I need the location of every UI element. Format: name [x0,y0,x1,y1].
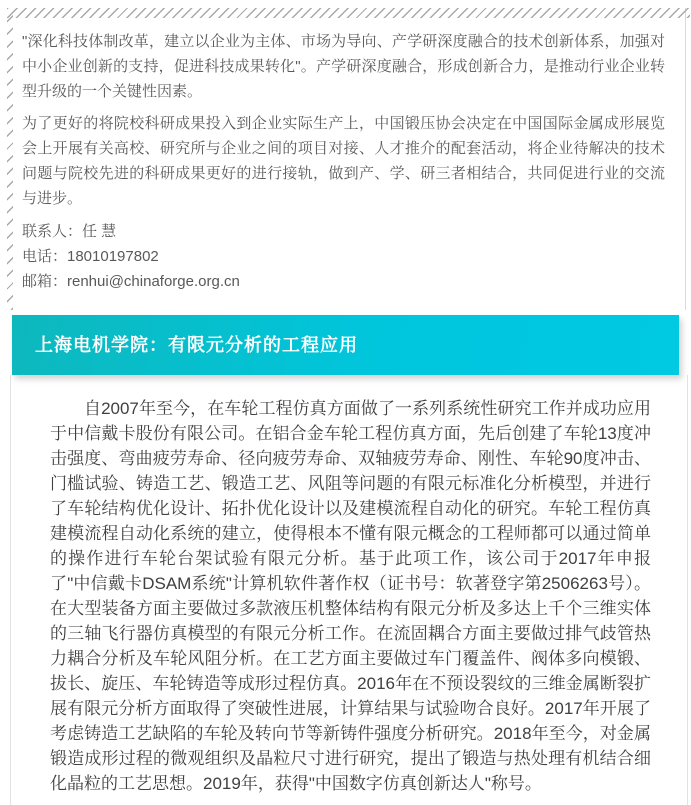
intro-quote-section [7,8,686,310]
contact-email: 邮箱：renhui@chinaforge.org.cn [22,273,240,290]
article-title: 上海电机学院：有限元分析的工程应用 [35,335,358,355]
intro-paragraph-2: 为了更好的将院校科研成果投入到企业实际生产上，中国锻压协会决定在中国国际金属成形展览会上开展有关高校、研究所与企业之间的项目对接、人才推介的配套活动，将企业待解决的技术问题与院校先进的科研成果更好的进行接轨，做到产、学、研三者相结合，共同促进行业的交流与进步。 [22,115,665,207]
intro-paragraph-1: "深化科技体制改革，建立以企业为主体、市场为导向、产学研深度融合的技术创新体系，加强对中小企业创新的支持，促进科技成果转化"。产学研深度融合，形成创新合力，是推动行业企业转型升级的一个关键性因素。 [22,33,665,100]
hatched-border-left [7,8,13,310]
article-body: 自2007年至今，在车轮工程仿真方面做了一系列系统性研究工作并成功应用于中信戴卡股份有限公司。在铝合金车轮工程仿真方面，先后创建了车轮13度冲击强度、弯曲疲劳寿命、径向疲劳寿命、双轴疲劳寿命、刚性、车轮90度冲击、门槛试验、铸造工艺、锻造工艺、风阻等问题的有限元标准化分析模型，并进行了车轮结构优化设计、拓扑优化设计以及建模流程自动化的研究。车轮工程仿真建模流程自动化系统的建立，使得根本不懂有限元概念的工程师都可以通过简单的操作进行车轮台架试验有限元分析。基于此项工作，该公司于2017年申报了"中信戴卡DSAM系统"计算机软件著作权（证书号：软著登字第2506263号）。在大型装备方面主要做过多款液压机整体结构有限元分析及多达上千个三维实体的三轴飞行器仿真模型的有限元分析工作。在流固耦合方面主要做过排气歧管热力耦合分析及车轮风阻分析。在工艺方面主要做过车门覆盖件、阀体多向模锻、拔长、旋压、车轮铸造等成形过程仿真。2016年在不预设裂纹的三维金属断裂扩展有限元分析方面取得了突破性进展，计算结果与试验吻合良好。2017年开展了考虑铸造工艺缺陷的车轮及转向节等新铸件强度分析研究。2018年至今，对金属锻造成形过程的微观组织及晶粒尺寸进行研究，提出了锻造与热处理有机结合细化晶粒的工艺思想。2019年，获得"中国数字仿真创新达人"称号。 [50,399,651,793]
contact-person: 联系人：任 慧 [22,223,117,240]
article-card [10,375,688,805]
hatched-border-top [7,8,690,18]
contact-phone: 电话：18010197802 [22,248,159,265]
contact-info [22,219,665,294]
article-section [0,315,691,805]
article-title-banner [12,315,679,375]
